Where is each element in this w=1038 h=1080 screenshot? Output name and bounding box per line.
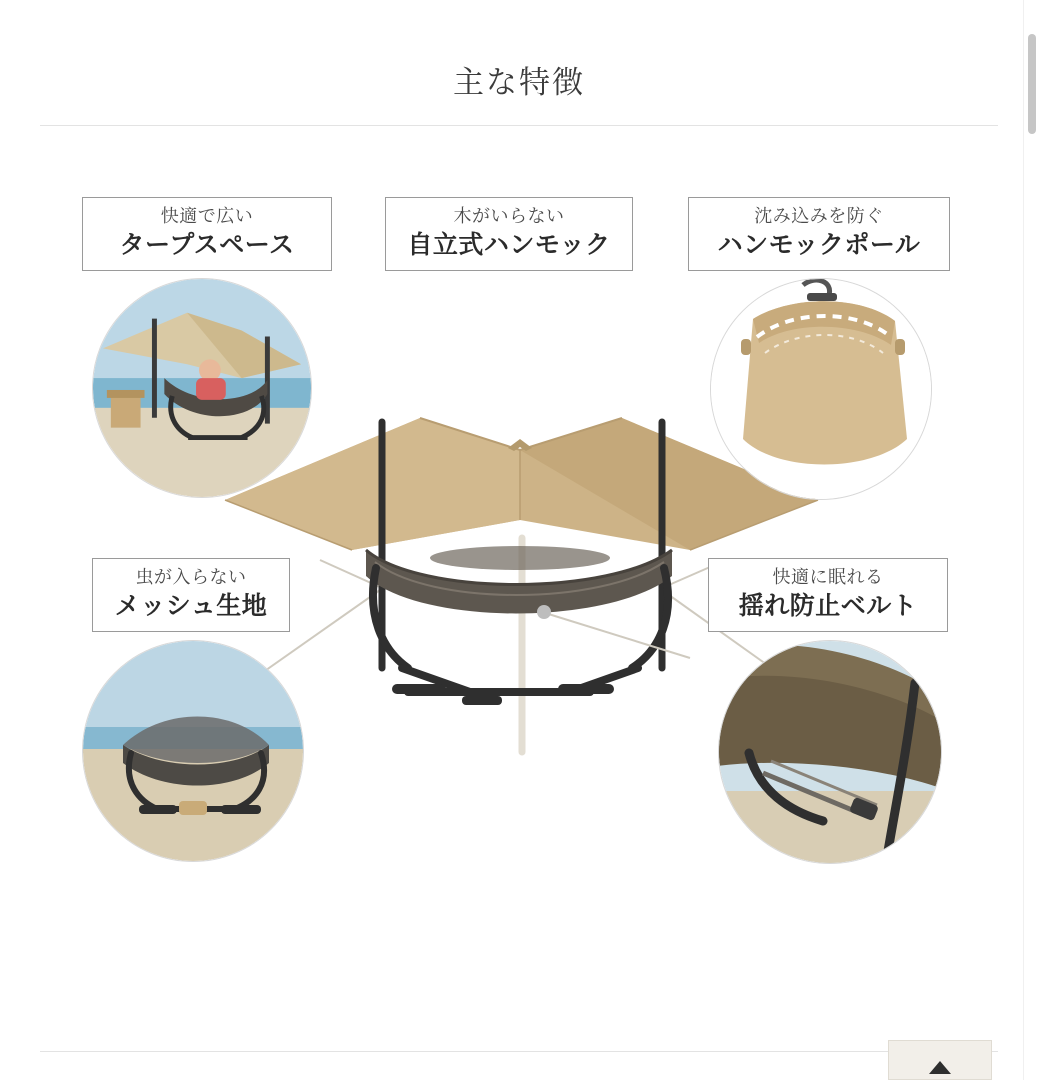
- feature-illustration: [40, 150, 998, 870]
- callout-freestanding-hammock: [385, 197, 633, 271]
- callout-hammock-pole: [688, 197, 950, 271]
- callout-tarp-space: [82, 197, 332, 271]
- bottom-divider: [40, 1051, 998, 1052]
- scrollbar-thumb[interactable]: [1028, 34, 1036, 134]
- photo-bubble-belt: [718, 640, 942, 864]
- callout-mesh-fabric: [92, 558, 290, 632]
- title-divider: [40, 125, 998, 126]
- chevron-up-icon: [929, 1061, 951, 1074]
- callout-mesh-sub: 虫が入らない: [135, 567, 247, 587]
- callout-freestand-sub: 木がいらない: [453, 206, 565, 226]
- callout-mesh-main: メッシュ生地: [114, 591, 268, 620]
- callout-pole-main: ハンモックポール: [717, 230, 921, 259]
- callout-freestand-main: 自立式ハンモック: [407, 230, 611, 259]
- page-title: 主な特徴: [453, 64, 585, 100]
- callout-pole-sub: 沈み込みを防ぐ: [754, 206, 884, 226]
- photo-bubble-pole: [710, 278, 932, 500]
- callout-anti-sway-belt: [708, 558, 948, 632]
- page-scrollbar[interactable]: [1023, 0, 1038, 1080]
- callout-tarp-sub: 快適で広い: [160, 206, 254, 226]
- photo-bubble-tarp: [92, 278, 312, 498]
- scroll-to-top-button[interactable]: [888, 1040, 992, 1080]
- callout-belt-main: 揺れ防止ベルト: [738, 591, 918, 620]
- callout-tarp-main: タープスペース: [119, 230, 295, 259]
- photo-bubble-mesh: [82, 640, 304, 862]
- callout-belt-sub: 快適に眠れる: [772, 567, 884, 587]
